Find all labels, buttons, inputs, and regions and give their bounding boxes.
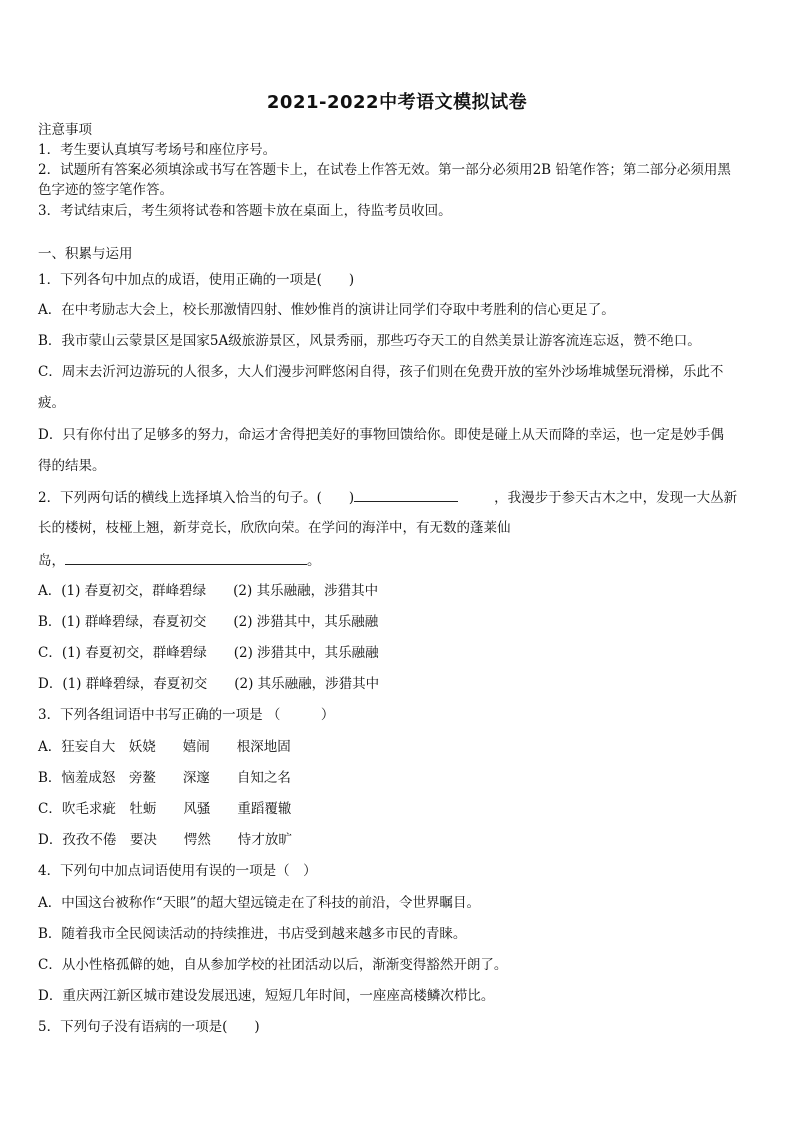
stem-start: 2．下列两句话的横线上选择填入恰当的句子。( ) — [38, 490, 355, 506]
option-a: A．(1) 春夏初交，群峰碧绿 (2) 其乐融融，涉猎其中 — [38, 583, 379, 599]
option-a: A．狂妄自大 妖娆 嬉闹 根深地固 — [38, 739, 291, 755]
question-stem — [38, 487, 737, 508]
question-stem: 4．下列句中加点词语使用有误的一项是（ ） — [38, 863, 317, 879]
question-stem: 3．下列各组词语中书写正确的一项是 （ ） — [38, 707, 335, 723]
option-c: C．从小性格孤僻的她，自从参加学校的社团活动以后，渐渐变得豁然开朗了。 — [38, 957, 508, 973]
option-d: D．重庆两江新区城市建设发展迅速，短短几年时间，一座座高楼鳞次栉比。 — [38, 988, 495, 1004]
stem-mid: ，我漫步于参天古木之中，发现一大丛新 — [494, 490, 738, 506]
option-a: A．中国这台被称作“天眼”的超大望远镜走在了科技的前沿，令世界瞩目。 — [38, 895, 481, 911]
option-c: C．(1) 春夏初交，群峰碧绿 (2) 涉猎其中，其乐融融 — [38, 645, 379, 661]
option-b: B．恼羞成怒 旁鳌 深邃 自知之名 — [38, 770, 291, 786]
exam-title: 2021-2022中考语文模拟试卷 — [266, 92, 528, 113]
question-stem: 1．下列各句中加点的成语，使用正确的一项是( ) — [38, 272, 355, 288]
notice-item: 色字迹的签字笔作答。 — [38, 182, 173, 198]
answer-blank — [65, 550, 307, 565]
option-d: D．孜孜不倦 要决 愕然 恃才放旷 — [38, 832, 292, 848]
stem-line — [38, 550, 321, 571]
option-d: D．(1) 群峰碧绿，春夏初交 (2) 其乐融融，涉猎其中 — [38, 676, 380, 692]
option-d-cont: 得的结果。 — [38, 458, 106, 474]
option-c-cont: 疲。 — [38, 395, 65, 411]
notice-item: 3．考试结束后，考生须将试卷和答题卡放在桌面上，待监考员收回。 — [38, 203, 452, 219]
stem-line3-end: 。 — [307, 553, 321, 569]
stem-line3-start: 岛， — [38, 553, 65, 569]
section-heading: 一、积累与运用 — [38, 246, 133, 262]
option-a: A．在中考励志大会上，校长那激情四射、惟妙惟肖的演讲让同学们夺取中考胜利的信心更足了。 — [38, 302, 615, 318]
question-stem: 5．下列句子没有语病的一项是( ) — [38, 1019, 260, 1035]
answer-blank — [354, 487, 458, 502]
option-b: B．我市蒙山云蒙景区是国家5A级旅游景区，风景秀丽，那些巧夺天工的自然美景让游客流连忘返，赞不绝口。 — [38, 333, 701, 349]
stem-line: 长的楼树，枝桠上翘，新芽竞长，欣欣向荣。在学问的海洋中，有无数的蓬莱仙 — [38, 520, 511, 536]
notice-item: 2．试题所有答案必须填涂或书写在答题卡上，在试卷上作答无效。第一部分必须用2B 铅笔作答；第二部分必须用黑 — [38, 162, 731, 178]
notice-heading: 注意事项 — [38, 122, 92, 138]
notice-item: 1．考生要认真填写考场号和座位序号。 — [38, 142, 277, 158]
option-b: B．(1) 群峰碧绿，春夏初交 (2) 涉猎其中，其乐融融 — [38, 614, 379, 630]
option-b: B．随着我市全民阅读活动的持续推进，书店受到越来越多市民的青睐。 — [38, 926, 467, 942]
option-c: C．吹毛求疵 牡蛎 风骚 重蹈覆辙 — [38, 801, 292, 817]
option-c: C．周末去沂河边游玩的人很多，大人们漫步河畔悠闲自得，孩子们则在免费开放的室外沙场堆城堡玩滑梯，乐此不 — [38, 364, 724, 380]
option-d: D．只有你付出了足够多的努力，命运才舍得把美好的事物回馈给你。即使是碰上从天而降的幸运，也一定是妙手偶 — [38, 427, 724, 443]
